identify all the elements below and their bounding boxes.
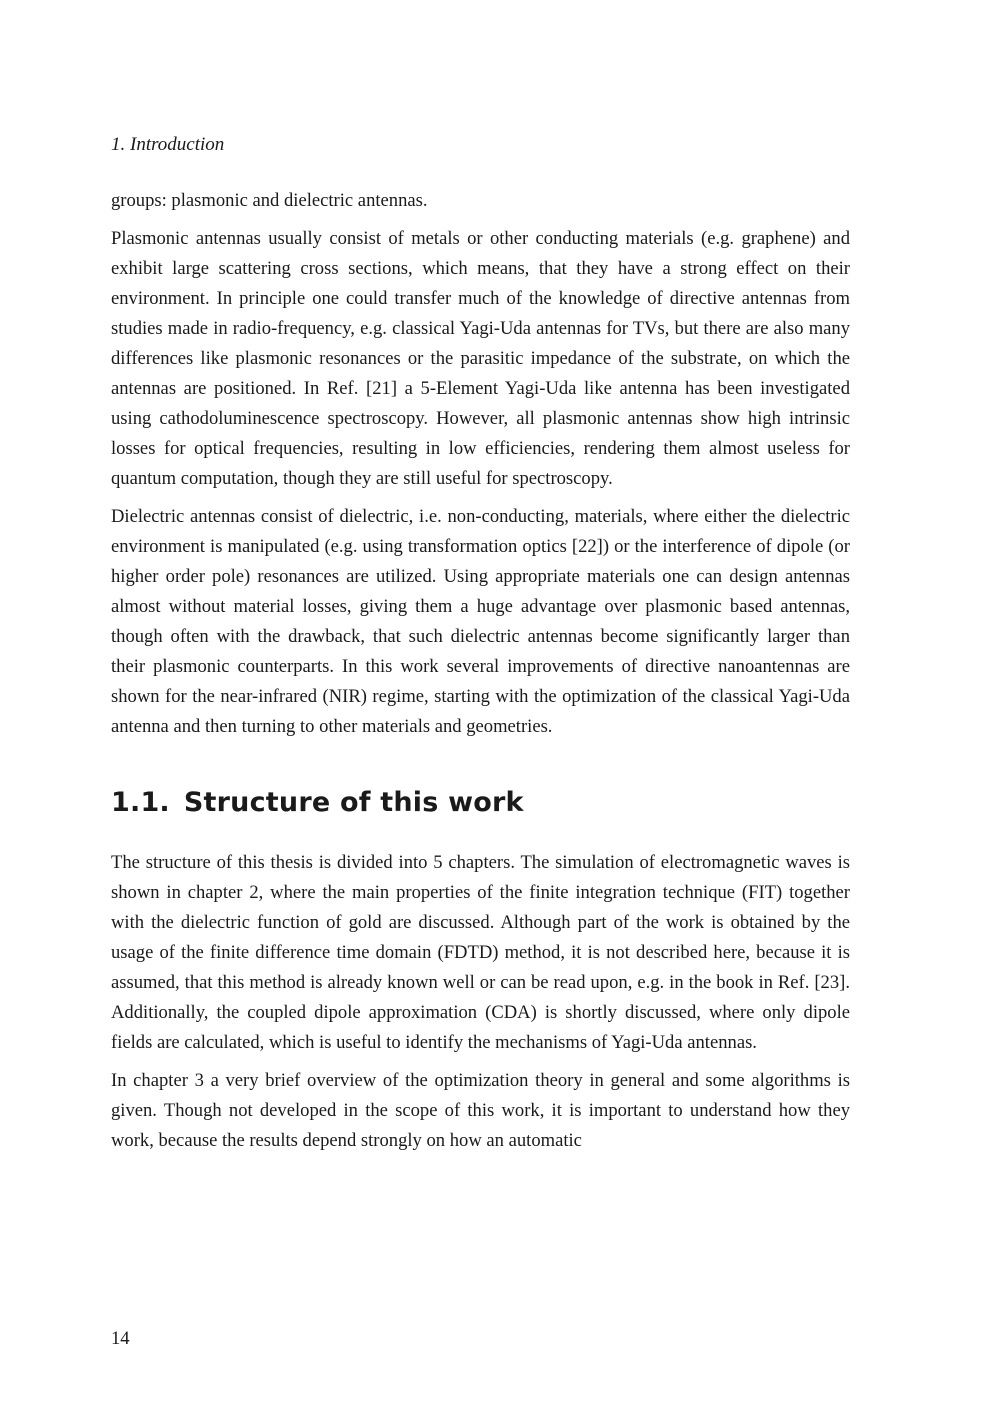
paragraph-plasmonic-antennas: Plasmonic antennas usually consist of metals or other conducting materials (e.g. graphene) and exhibit large scattering cross sections, which means, that they have a strong effect on their environment. In principle one could transfer much of the knowledge of directive antennas from studies made in radio-frequency, e.g. classical Yagi-Uda antennas for TVs, but there are also many differences like plasmonic resonances or the parasitic impedance of the substrate, on which the antennas are positioned. In Ref. [21] a 5-Element Yagi-Uda like antenna has been investigated using cathodoluminescence spectroscopy. However, all plasmonic antennas show high intrinsic losses for optical frequencies, resulting in low efficiencies, rendering them almost useless for quantum computation, though they are still useful for spectroscopy. [111, 228, 850, 489]
paragraph-chapter-3: In chapter 3 a very brief overview of the optimization theory in general and some algorithms is given. Though not developed in the scope of this work, it is important to understand how they work, because the results depend strongly on how an automatic [111, 1070, 850, 1151]
paragraph-continuation: groups: plasmonic and dielectric antennas. [111, 190, 428, 211]
body-text [111, 186, 850, 1164]
paragraph-structure-overview: The structure of this thesis is divided into 5 chapters. The simulation of electromagnetic waves is shown in chapter 2, where the main properties of the finite integration technique (FIT) together with the dielectric function of gold are discussed. Although part of the work is obtained by the usage of the finite difference time domain (FDTD) method, it is not described here, because it is assumed, that this method is already known well or can be read upon, e.g. in the book in Ref. [23]. Additionally, the coupled dipole approximation (CDA) is shortly discussed, where only dipole fields are calculated, which is useful to identify the mechanisms of Yagi-Uda antennas. [111, 852, 850, 1053]
page-number: 14 [111, 1328, 130, 1349]
running-header: 1. Introduction [111, 134, 225, 155]
paragraph-dielectric-antennas: Dielectric antennas consist of dielectric, i.e. non-conducting, materials, where either the dielectric environment is manipulated (e.g. using transformation optics [22]) or the interference of dipole (or higher order pole) resonances are utilized. Using appropriate materials one can design antennas almost without material losses, giving them a huge advantage over plasmonic based antennas, though often with the drawback, that such dielectric antennas become significantly larger than their plasmonic counterparts. In this work several improvements of directive nanoantennas are shown for the near-infrared (NIR) regime, starting with the optimization of the classical Yagi-Uda antenna and then turning to other materials and geometries. [111, 506, 850, 737]
section-title: Structure of this work [183, 787, 524, 818]
document-page [111, 0, 850, 1414]
section-number: 1.1. [111, 787, 170, 818]
section-heading [111, 786, 850, 820]
